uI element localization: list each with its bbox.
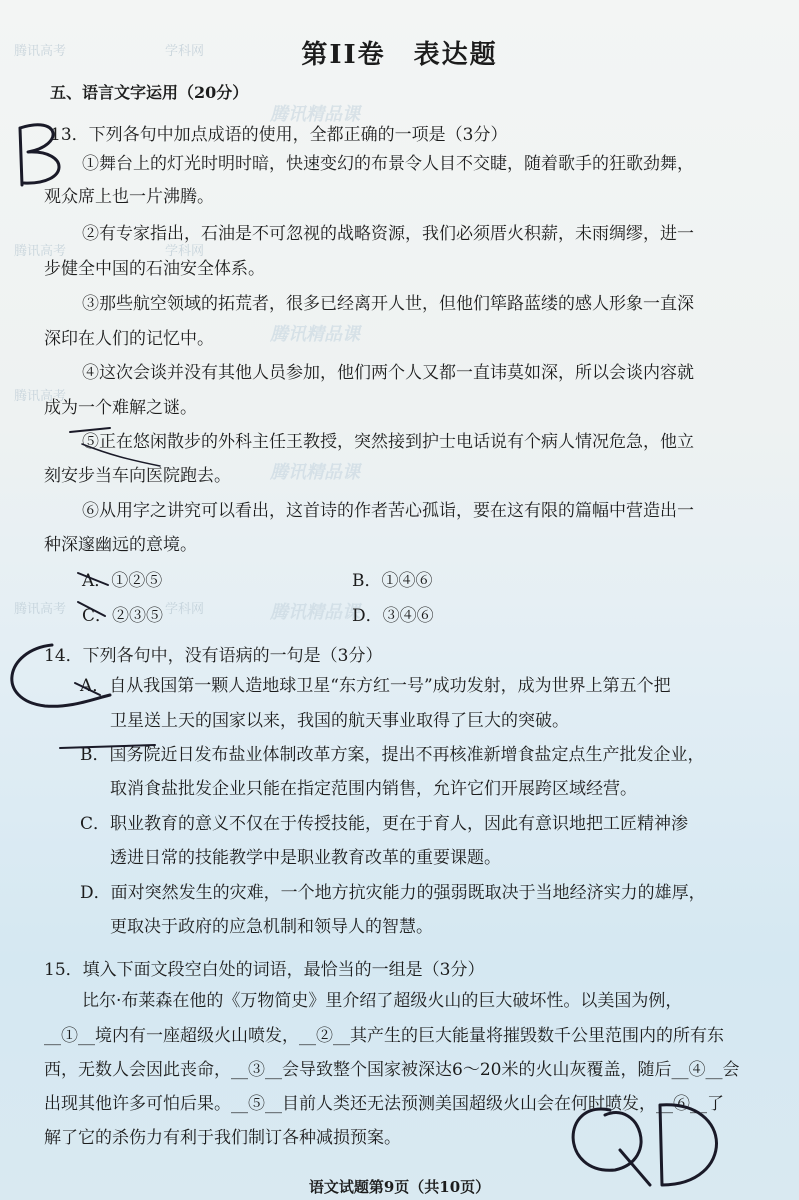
- q14-option-b-line1[interactable]: B．国务院近日发布盐业体制改革方案，提出不再核准新增食盐定点生产批发企业，: [80, 745, 705, 765]
- q13-sentence-2a: ②有专家指出，石油是不可忽视的战略资源，我们必须厝火积薪，未雨绸缪，进一: [82, 224, 694, 244]
- watermark-course: 腾讯精品课: [270, 462, 360, 482]
- watermark-zxxk: 学科网: [165, 243, 205, 258]
- q15-passage-line2: __①__境内有一座超级火山喷发，__②__其产生的巨大能量将摧毁数千公里范围内的所有东: [44, 1026, 724, 1046]
- q14-option-c-line2: 透进日常的技能教学中是职业教育改革的重要课题。: [110, 848, 501, 868]
- q13-stem: 13．下列各句中加点成语的使用，全都正确的一项是（3分）: [50, 125, 508, 145]
- q13-sentence-5b: 刻安步当车向医院跑去。: [44, 466, 231, 486]
- watermark-course: 腾讯精品课: [270, 602, 360, 622]
- q14-option-d-line1[interactable]: D．面对突然发生的灾难，一个地方抗灾能力的强弱既取决于当地经济实力的雄厚，: [80, 883, 706, 903]
- q15-passage-line1: 比尔·布莱森在他的《万物简史》里介绍了超级火山的巨大破坏性。以美国为例，: [82, 991, 683, 1011]
- watermark-zxxk: 学科网: [165, 601, 205, 616]
- watermark-zxxk: 学科网: [165, 43, 205, 58]
- page-footer: 语文试题第9页（共10页）: [308, 1178, 491, 1196]
- watermark-tencent: 腾讯高考: [14, 43, 67, 58]
- q13-sentence-4b: 成为一个难解之谜。: [44, 398, 197, 418]
- q13-sentence-4a: ④这次会谈并没有其他人员参加，他们两个人又都一直讳莫如深，所以会谈内容就: [82, 363, 694, 383]
- q13-sentence-6b: 种深邃幽远的意境。: [44, 535, 197, 555]
- q14-option-d-line2: 更取决于政府的应急机制和领导人的智慧。: [110, 917, 433, 937]
- q15-passage-line3: 西，无数人会因此丧命，__③__会导致整个国家被深达6～20米的火山灰覆盖，随后__④__会: [44, 1060, 740, 1080]
- q15-stem: 15．填入下面文段空白处的词语，最恰当的一组是（3分）: [44, 960, 485, 980]
- watermark-tencent: 腾讯高考: [14, 388, 67, 403]
- watermark-course: 腾讯精品课: [270, 324, 360, 344]
- q15-passage-line5: 解了它的杀伤力有利于我们制订各种减损预案。: [44, 1128, 401, 1148]
- q14-option-b-line2: 取消食盐批发企业只能在指定范围内销售，允许它们开展跨区域经营。: [110, 779, 637, 799]
- q14-option-a-line1[interactable]: A．自从我国第一颗人造地球卫星“东方红一号”成功发射，成为世界上第五个把: [80, 676, 671, 696]
- q13-sentence-3b: 深印在人们的记忆中。: [44, 329, 214, 349]
- section-heading: 五、语言文字运用（20分）: [50, 83, 249, 102]
- q13-option-a[interactable]: A．①②⑤: [82, 571, 163, 591]
- q14-option-a-line2: 卫星送上天的国家以来，我国的航天事业取得了巨大的突破。: [110, 711, 569, 731]
- q15-passage-line4: 出现其他许多可怕后果。__⑤__目前人类还无法预测美国超级火山会在何时喷发，__⑥__了: [44, 1094, 724, 1114]
- q13-option-b[interactable]: B．①④⑥: [352, 571, 433, 591]
- q13-option-c[interactable]: C．②③⑤: [82, 606, 164, 626]
- q13-sentence-1b: 观众席上也一片沸腾。: [44, 187, 214, 207]
- watermark-tencent: 腾讯高考: [14, 601, 67, 616]
- q13-sentence-6a: ⑥从用字之讲究可以看出，这首诗的作者苦心孤诣，要在这有限的篇幅中营造出一: [82, 501, 694, 521]
- q14-stem: 14．下列各句中，没有语病的一句是（3分）: [44, 646, 383, 666]
- page-title: 第II卷 表达题: [301, 40, 498, 70]
- q14-option-c-line1[interactable]: C．职业教育的意义不仅在于传授技能，更在于育人，因此有意识地把工匠精神渗: [80, 814, 689, 834]
- q13-sentence-5a: ⑤正在悠闲散步的外科主任王教授，突然接到护士电话说有个病人情况危急，他立: [82, 432, 694, 452]
- watermark-course: 腾讯精品课: [270, 104, 360, 124]
- q13-sentence-2b: 步健全中国的石油安全体系。: [44, 259, 265, 279]
- watermark-tencent: 腾讯高考: [14, 243, 67, 258]
- q13-option-d[interactable]: D．③④⑥: [352, 606, 434, 626]
- q13-sentence-3a: ③那些航空领域的拓荒者，很多已经离开人世，但他们筚路蓝缕的感人形象一直深: [82, 294, 694, 314]
- q13-sentence-1a: ①舞台上的灯光时明时暗，快速变幻的布景令人目不交睫，随着歌手的狂歌劲舞，: [82, 154, 694, 174]
